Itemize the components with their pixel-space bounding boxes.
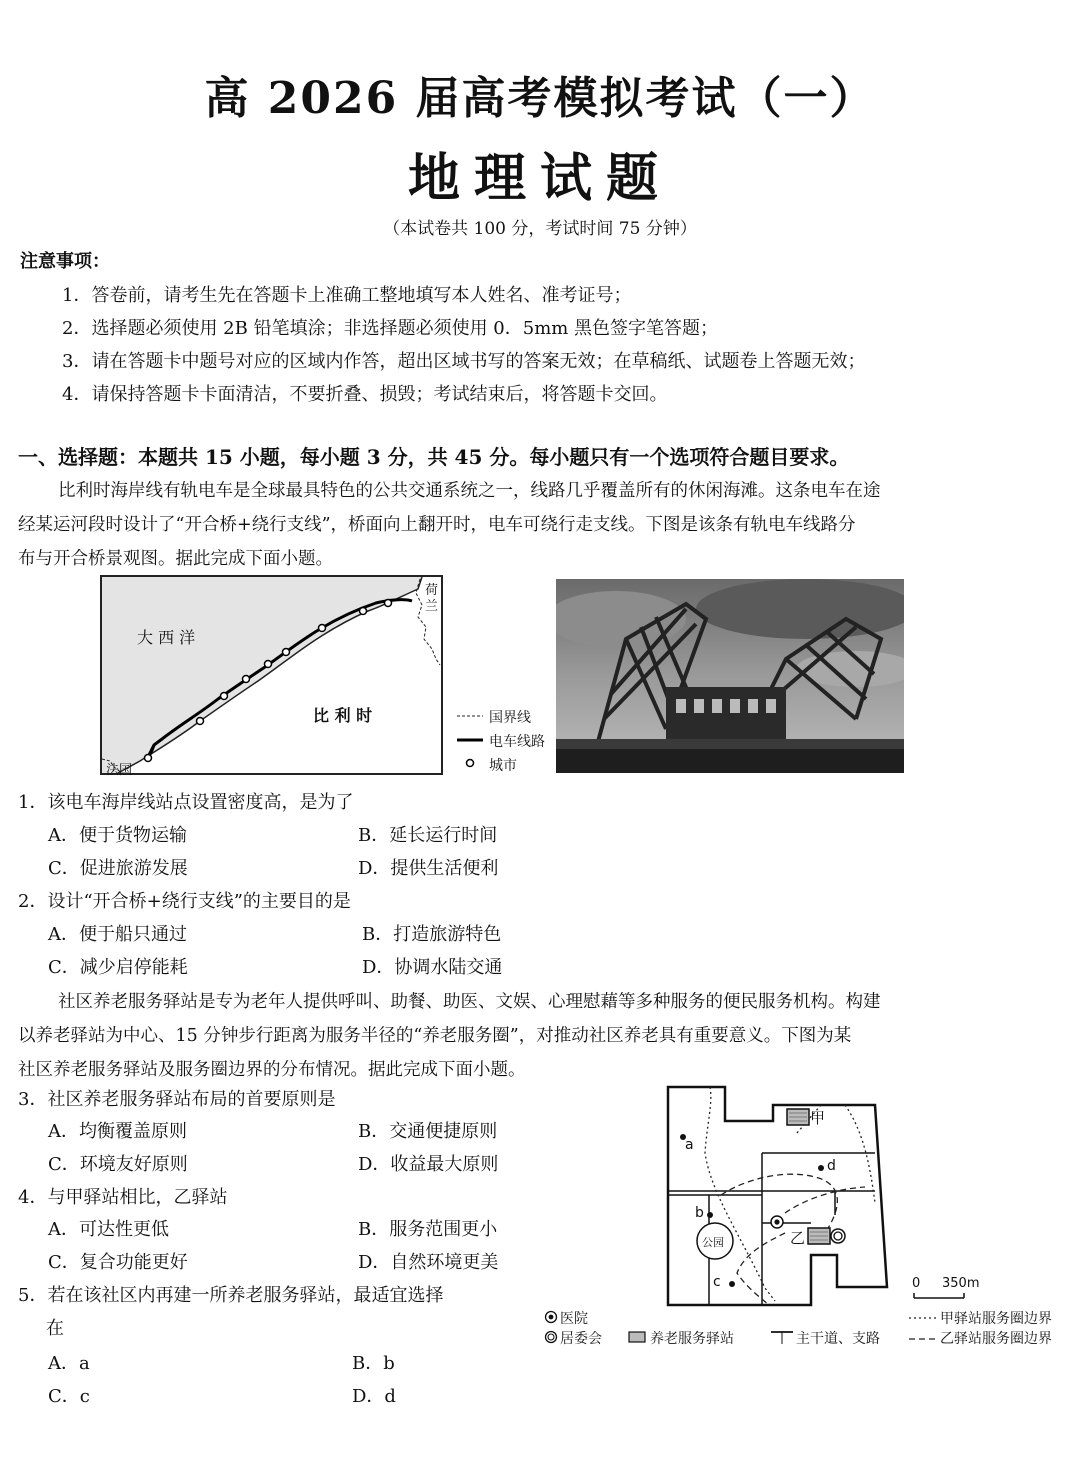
bascule-bridge-photo [556, 579, 904, 773]
q5-option-c[interactable]: C．c [48, 1386, 90, 1407]
legend-station: 养老服务驿站 [650, 1331, 734, 1347]
q4-option-c[interactable]: C．复合功能更好 [48, 1252, 188, 1273]
legend-committee: 居委会 [560, 1331, 602, 1347]
passage1-line: 经某运河段时设计了“开合桥+绕行支线”，桥面向上翻开时，电车可绕行走支线。下图是该条有轨电车线路分 [18, 515, 856, 535]
legend-border: 国界线 [489, 710, 531, 726]
q3-option-b[interactable]: B．交通便捷原则 [358, 1121, 498, 1142]
map1-legend [455, 705, 555, 775]
map2-legend [544, 1307, 1074, 1353]
point-c-label: c [713, 1274, 721, 1290]
map1-france-label: 法国 [106, 763, 133, 778]
park-label: 公园 [702, 1236, 724, 1249]
q3-option-c[interactable]: C．环境友好原则 [48, 1154, 188, 1175]
question-5-stem-cont: 在 [46, 1318, 64, 1339]
note-item: 3．请在答题卡中题号对应的区域内作答，超出区域书写的答案无效；在草稿纸、试题卷上答题无效； [62, 351, 866, 372]
q5-option-d[interactable]: D．d [352, 1386, 396, 1407]
q3-option-d[interactable]: D．收益最大原则 [358, 1154, 499, 1175]
section-heading: 一、选择题：本题共 15 小题，每小题 3 分，共 45 分。每小题只有一个选项符合题目要求。 [18, 445, 850, 469]
q2-option-d[interactable]: D．协调水陆交通 [362, 957, 503, 978]
exam-title: 高 2026 届高考模拟考试（一） [204, 73, 876, 124]
q3-option-a[interactable]: A．均衡覆盖原则 [48, 1121, 187, 1142]
notes-label: 注意事项： [20, 251, 110, 272]
scale-value: 350m [942, 1276, 980, 1291]
q1-option-b[interactable]: B．延长运行时间 [358, 825, 498, 846]
question-4-stem: 4．与甲驿站相比，乙驿站 [18, 1187, 228, 1208]
belgium-coast-map [100, 575, 443, 778]
note-item: 2．选择题必须使用 2B 铅笔填涂；非选择题必须使用 0．5mm 黑色签字笔答题； [62, 318, 719, 339]
q1-option-a[interactable]: A．便于货物运输 [48, 825, 187, 846]
q4-option-a[interactable]: A．可达性更低 [48, 1219, 169, 1240]
q2-option-a[interactable]: A．便于船只通过 [48, 924, 187, 945]
exam-info: （本试卷共 100 分，考试时间 75 分钟） [383, 219, 697, 239]
note-item: 4．请保持答题卡卡面清洁，不要折叠、损毁；考试结束后，将答题卡交回。 [62, 384, 668, 405]
point-b-label: b [695, 1205, 704, 1221]
question-5-stem: 5．若在该社区内再建一所养老服务驿站，最适宜选择 [18, 1285, 444, 1306]
station-yi-label: 乙 [790, 1229, 806, 1247]
map1-country-label: 比 利 时 [313, 706, 373, 725]
legend-hospital: 医院 [560, 1311, 588, 1327]
point-d-label: d [827, 1158, 836, 1174]
passage2-line: 社区养老服务驿站是专为老年人提供呼叫、助餐、助医、文娱、心理慰藉等多种服务的便民服务机构。构建 [58, 992, 881, 1012]
q1-option-c[interactable]: C．促进旅游发展 [48, 858, 188, 879]
map1-netherlands-label: 荷兰 [425, 583, 439, 614]
q5-option-a[interactable]: A．a [48, 1353, 90, 1374]
scale-bar [912, 1276, 992, 1304]
legend-city: 城市 [489, 758, 517, 774]
legend-tram: 电车线路 [489, 734, 545, 750]
community-station-map [665, 1083, 895, 1308]
note-item: 1．答卷前，请考生先在答题卡上准确工整地填写本人姓名、准考证号； [62, 285, 632, 306]
passage2-line: 社区养老服务驿站及服务圈边界的分布情况。据此完成下面小题。 [18, 1060, 526, 1080]
passage1-line: 比利时海岸线有轨电车是全球最具特色的公共交通系统之一，线路几乎覆盖所有的休闲海滩。这条电车在途 [58, 481, 881, 501]
legend-yi-border: 乙驿站服务圈边界 [940, 1331, 1052, 1347]
q4-option-b[interactable]: B．服务范围更小 [358, 1219, 498, 1240]
scale-zero: 0 [912, 1276, 921, 1291]
station-jia-label: 甲 [810, 1109, 826, 1127]
question-1-stem: 1．该电车海岸线站点设置密度高，是为了 [18, 792, 354, 813]
q5-option-b[interactable]: B．b [352, 1353, 395, 1374]
question-3-stem: 3．社区养老服务驿站布局的首要原则是 [18, 1089, 336, 1110]
q2-option-c[interactable]: C．减少启停能耗 [48, 957, 188, 978]
passage2-line: 以养老驿站为中心、15 分钟步行距离为服务半径的“养老服务圈”，对推动社区养老具有重要意义。下图为某 [18, 1026, 852, 1046]
subject-title: 地理试题 [407, 148, 672, 209]
legend-road: 主干道、支路 [796, 1331, 880, 1347]
map1-ocean-label: 大 西 洋 [137, 628, 196, 647]
legend-jia-border: 甲驿站服务圈边界 [940, 1311, 1052, 1327]
point-a-label: a [685, 1137, 694, 1153]
q1-option-d[interactable]: D．提供生活便利 [358, 858, 499, 879]
q2-option-b[interactable]: B．打造旅游特色 [362, 924, 502, 945]
question-2-stem: 2．设计“开合桥+绕行支线”的主要目的是 [18, 891, 351, 912]
q4-option-d[interactable]: D．自然环境更美 [358, 1252, 499, 1273]
passage1-line: 布与开合桥景观图。据此完成下面小题。 [18, 549, 333, 569]
